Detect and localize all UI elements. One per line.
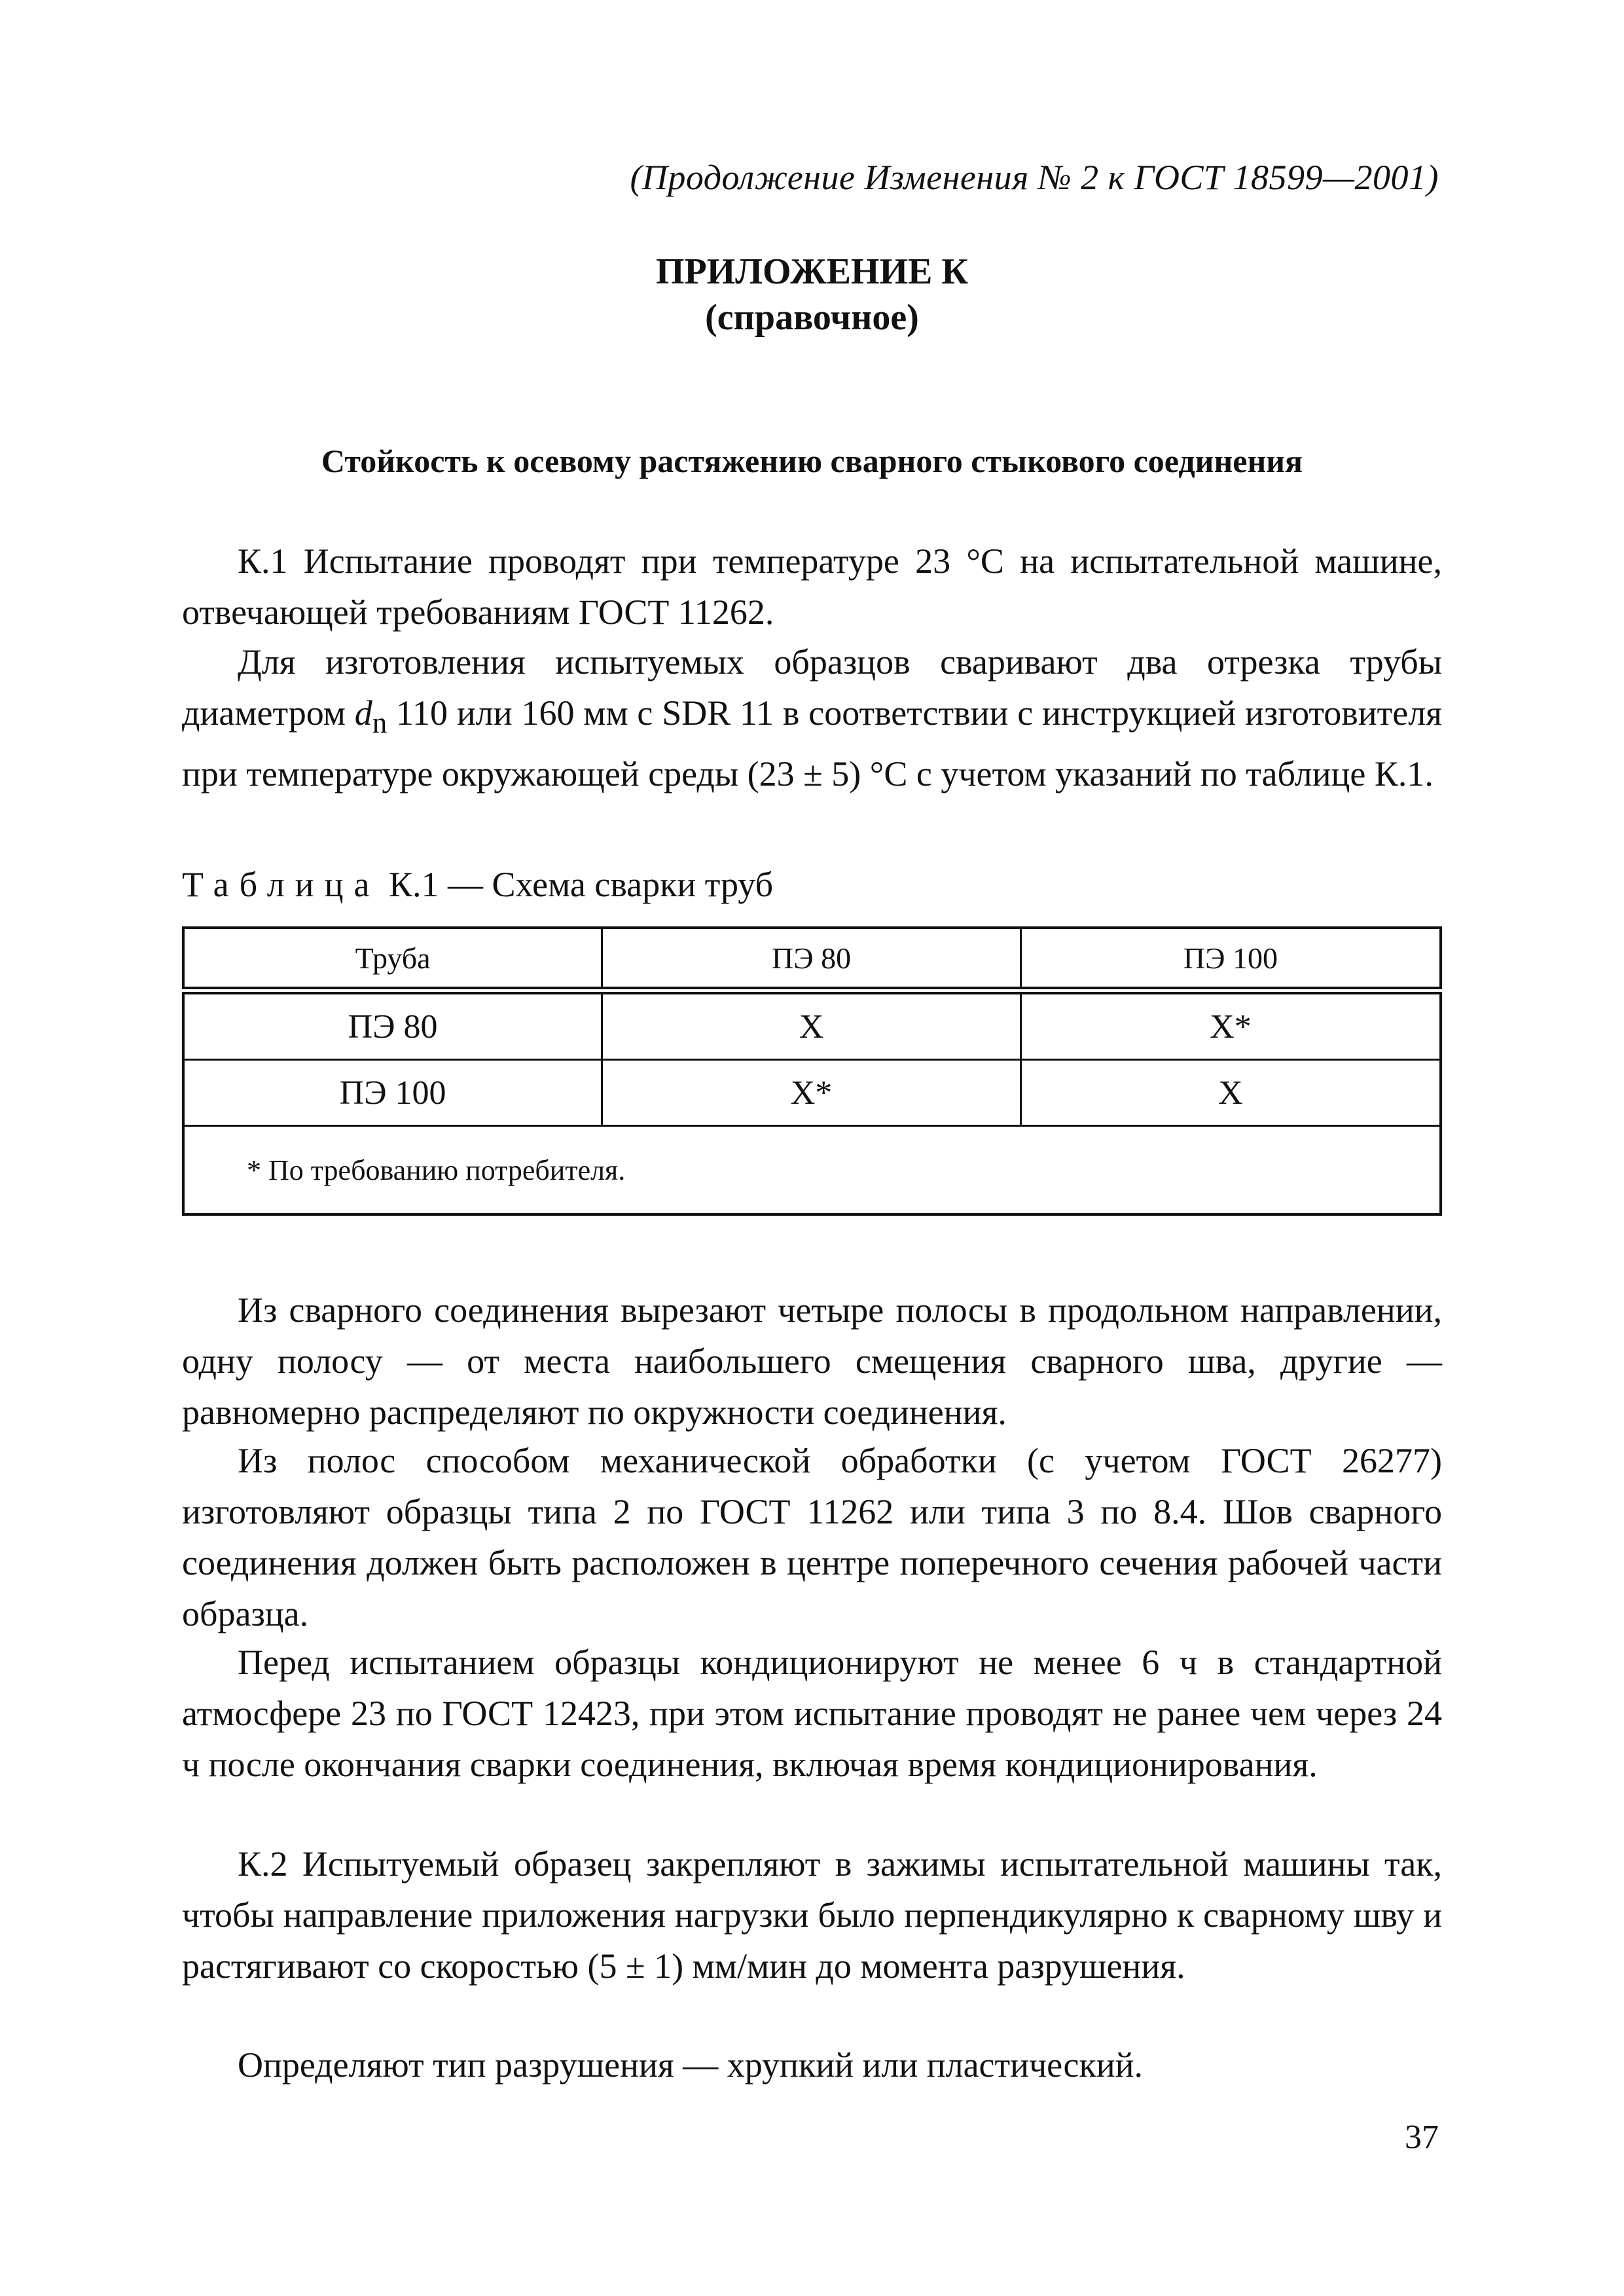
header-cell: Труба (183, 928, 602, 991)
appendix-title: ПРИЛОЖЕНИЕ К (655, 251, 968, 292)
header-cell: ПЭ 80 (602, 928, 1021, 991)
table-cell: X* (1020, 991, 1441, 1060)
paragraph-strip-cutting: Из сварного соединения вырезают четыре полосы в продольном направлении, одну полосу — от места наибольшего смещения сварного шва, другие — равномерно распределяют по окружности соединения. (182, 1290, 1442, 1432)
table-footnote: * По требованию потребителя. (183, 1126, 1441, 1215)
table-caption-text: К.1 — Схема сварки труб (380, 865, 774, 904)
table-cell: X* (602, 1060, 1021, 1126)
welding-scheme-table (182, 926, 1442, 1216)
diameter-subscript: n (372, 706, 388, 739)
table-caption (182, 864, 773, 905)
paragraph-k1: К.1 Испытание проводят при температуре 23 °С на испытательной машине, отвечающей требованиям ГОСТ 11262. (182, 541, 1442, 632)
paragraph-specimen-prep (182, 636, 1442, 799)
table-cell: ПЭ 80 (183, 991, 602, 1060)
section-title: Стойкость к осевому растяжению сварного стыкового соединения (321, 443, 1303, 479)
appendix-subtitle: (справочное) (705, 297, 919, 338)
page-number: 37 (1405, 2119, 1439, 2156)
paragraph-conditioning: Перед испытанием образцы кондиционируют не менее 6 ч в стандартной атмосфере 23 по ГОСТ 12423, при этом испытание проводят не ранее чем через 24 ч после окончания сварки соединения, включая время кондиционирования. (182, 1643, 1442, 1784)
paragraph-machining: Из полос способом механической обработки (с учетом ГОСТ 26277) изготовляют образцы типа 2 по ГОСТ 11262 или типа 3 по 8.4. Шов сварного соединения должен быть расположен в центре поперечного сечения рабочей части образца. (182, 1441, 1442, 1633)
header-cell: ПЭ 100 (1020, 928, 1441, 991)
continuation-header: (Продолжение Изменения № 2 к ГОСТ 18599—2001) (630, 158, 1439, 197)
diameter-symbol: d (354, 693, 372, 733)
table-cell: ПЭ 100 (183, 1060, 602, 1126)
table-cell: X (602, 991, 1021, 1060)
table-row (183, 991, 1441, 1060)
appendix-heading (0, 249, 1624, 340)
table-header-row (183, 928, 1441, 991)
table-cell: X (1020, 1060, 1441, 1126)
table-row (183, 1060, 1441, 1126)
paragraph-text-after: 110 или 160 мм с SDR 11 в соответствии с инструкцией изготовителя при температуре окружающей среды (23 ± 5) °С с учетом указаний по таблице К.1. (182, 693, 1442, 793)
table-caption-label: Таблица (182, 865, 380, 904)
paragraph-failure-type: Определяют тип разрушения — хрупкий или пластический. (238, 2045, 1143, 2085)
table-footnote-row (183, 1126, 1441, 1215)
paragraph-text-before: Для изготовления испытуемых образцов сваривают два отрезка трубы диаметром (182, 642, 1442, 733)
paragraph-k2: К.2 Испытуемый образец закрепляют в зажимы испытательной машины так, чтобы направление приложения нагрузки было перпендикулярно к сварному шву и растягивают со скоростью (5 ± 1) мм/мин до момента разрушения. (182, 1844, 1442, 1986)
